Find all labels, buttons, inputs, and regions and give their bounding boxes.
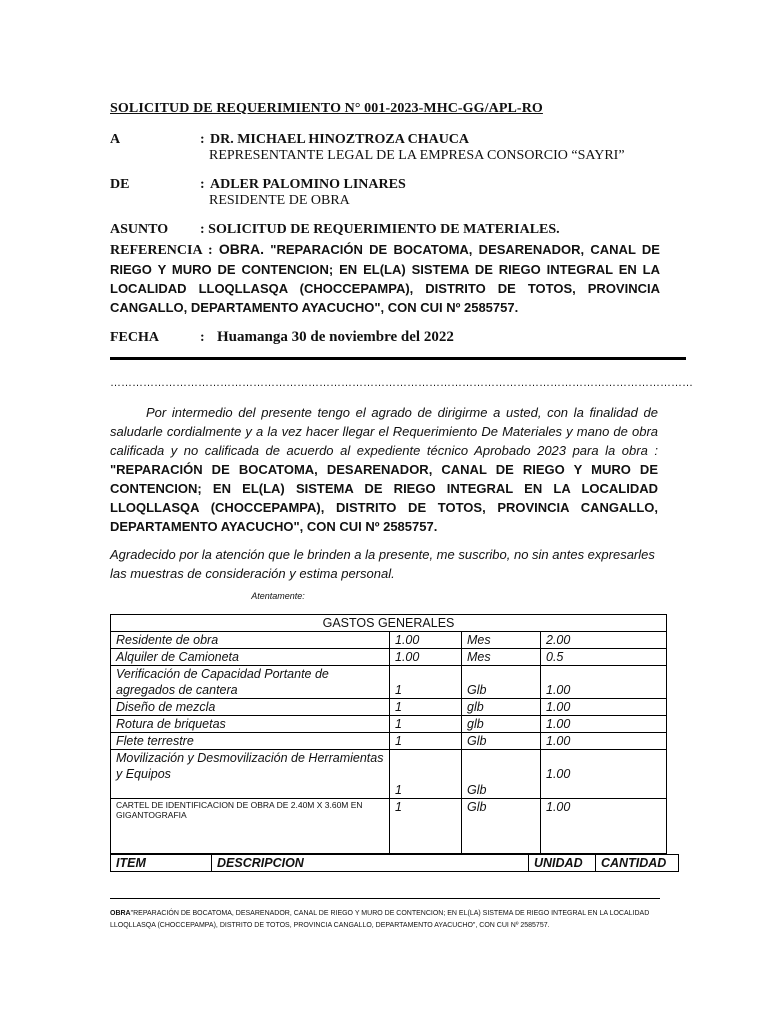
from-colon: :	[200, 177, 205, 192]
table-row	[111, 733, 667, 750]
row-qty: 1	[390, 699, 462, 716]
columns-header-table	[110, 854, 679, 872]
reference-block	[110, 240, 660, 317]
row-desc: Alquiler de Camioneta	[111, 649, 390, 666]
body-paragraph-2: Agradecido por la atención que le brinden a la presente, me suscribo, no sin antes expresarles las muestras de consideración y estima personal.	[110, 547, 655, 581]
table-row	[111, 750, 667, 799]
row-qty: 1.00	[390, 649, 462, 666]
row-qty: 1	[390, 799, 462, 854]
row-unit: glb	[462, 699, 541, 716]
row-val: 1.00	[541, 716, 667, 733]
row-desc: Flete terrestre	[111, 733, 390, 750]
row-val: 1.00	[541, 750, 667, 799]
from-name: ADLER PALOMINO LINARES	[210, 177, 406, 192]
document-title: SOLICITUD DE REQUERIMIENTO N° 001-2023-MHC-GG/APL-RO	[110, 101, 543, 116]
body-paragraph-1-intro: Por intermedio del presente tengo el agrado de dirigirme a usted, con la finalidad de saludarle cordialmente y a la vez hacer llegar el Requerimiento De Materiales y mano de obra calificada y no calificada de acuerdo al expediente técnico Aprobado 2023 para la obra :	[110, 405, 658, 458]
from-label: DE	[110, 177, 130, 192]
row-unit: Glb	[462, 750, 541, 799]
table-row	[111, 699, 667, 716]
row-val: 1.00	[541, 733, 667, 750]
reference-label: REFERENCIA	[110, 243, 202, 258]
col-item: ITEM	[111, 855, 212, 872]
table-row	[111, 666, 667, 699]
footer-divider	[110, 898, 660, 899]
row-qty: 1	[390, 666, 462, 699]
footer-note	[110, 908, 670, 932]
row-unit: Mes	[462, 632, 541, 649]
to-role: REPRESENTANTE LEGAL DE LA EMPRESA CONSORCIO “SAYRI”	[209, 148, 625, 163]
body-paragraph-1	[110, 403, 658, 536]
row-desc: Diseño de mezcla	[111, 699, 390, 716]
from-role: RESIDENTE DE OBRA	[209, 193, 350, 208]
footer-text: "REPARACIÓN DE BOCATOMA, DESARENADOR, CANAL DE RIEGO Y MURO DE CONTENCION; EN EL(LA) SISTEMA DE RIEGO INTEGRAL EN LA LOCALIDAD LLOQLLASQA (CHOCCEPAMPA), DISTRITO DE TOTOS, PROVINCIA CANGALLO, DEPARTAMENTO AYACUCHO", CON CUI Nº 2585757.	[110, 910, 650, 929]
col-cantidad: CANTIDAD	[596, 855, 679, 872]
reference-colon: :	[207, 243, 213, 258]
row-unit: Glb	[462, 799, 541, 854]
table-title: GASTOS GENERALES	[111, 615, 667, 632]
header-divider	[110, 357, 686, 360]
row-unit: glb	[462, 716, 541, 733]
row-desc: Rotura de briquetas	[111, 716, 390, 733]
table-row	[111, 632, 667, 649]
table-row	[111, 799, 667, 854]
row-qty: 1	[390, 750, 462, 799]
table-row	[111, 649, 667, 666]
row-desc: Verificación de Capacidad Portante de agregados de cantera	[111, 666, 390, 699]
subject-value: : SOLICITUD DE REQUERIMIENTO DE MATERIALES.	[200, 222, 560, 237]
reference-obra: OBRA.	[218, 241, 265, 257]
dotted-line: ……………………………………………………………………………………………………………………………………………	[110, 377, 693, 389]
date-colon: :	[200, 330, 205, 345]
to-colon: :	[200, 132, 205, 147]
row-qty: 1	[390, 733, 462, 750]
table-title-row	[111, 615, 667, 632]
row-desc: Residente de obra	[111, 632, 390, 649]
subject-label: ASUNTO	[110, 222, 169, 237]
col-descripcion: DESCRIPCION	[212, 855, 529, 872]
row-val: 1.00	[541, 666, 667, 699]
date-value: Huamanga 30 de noviembre del 2022	[217, 329, 454, 345]
footer-obra: OBRA	[110, 910, 131, 917]
row-unit: Mes	[462, 649, 541, 666]
row-desc: Movilización y Desmovilización de Herramientas y Equipos	[111, 750, 390, 799]
row-val: 2.00	[541, 632, 667, 649]
row-val: 1.00	[541, 699, 667, 716]
table-row	[111, 716, 667, 733]
body-paragraph-1-obra: "REPARACIÓN DE BOCATOMA, DESARENADOR, CANAL DE RIEGO Y MURO DE CONTENCION; EN EL(LA) SISTEMA DE RIEGO INTEGRAL EN LA LOCALIDAD LLOQLLASQA (CHOCCEPAMPA), DISTRITO DE TOTOS, PROVINCIA CANGALLO, DEPARTAMENTO AYACUCHO", CON CUI Nº 2585757.	[110, 462, 658, 534]
row-val: 0.5	[541, 649, 667, 666]
closing: Atentamente:	[251, 591, 305, 601]
row-desc: CARTEL DE IDENTIFICACION DE OBRA DE 2.40M X 3.60M EN GIGANTOGRAFIA	[111, 799, 390, 854]
row-val: 1.00	[541, 799, 667, 854]
row-qty: 1	[390, 716, 462, 733]
row-unit: Glb	[462, 733, 541, 750]
columns-header-row	[111, 855, 679, 872]
gastos-table	[110, 614, 667, 854]
reference-text: "REPARACIÓN DE BOCATOMA, DESARENADOR, CANAL DE RIEGO Y MURO DE CONTENCION; EN EL(LA) SISTEMA DE RIEGO INTEGRAL EN LA LOCALIDAD LLOQLLASQA (CHOCCEPAMPA), DISTRITO DE TOTOS, PROVINCIA CANGALLO, DEPARTAMENTO AYACUCHO", CON CUI Nº 2585757.	[110, 242, 660, 315]
row-unit: Glb	[462, 666, 541, 699]
col-unidad: UNIDAD	[529, 855, 596, 872]
date-label: FECHA	[110, 330, 159, 345]
row-qty: 1.00	[390, 632, 462, 649]
to-label: A	[110, 132, 121, 147]
to-name: DR. MICHAEL HINOZTROZA CHAUCA	[210, 132, 470, 147]
